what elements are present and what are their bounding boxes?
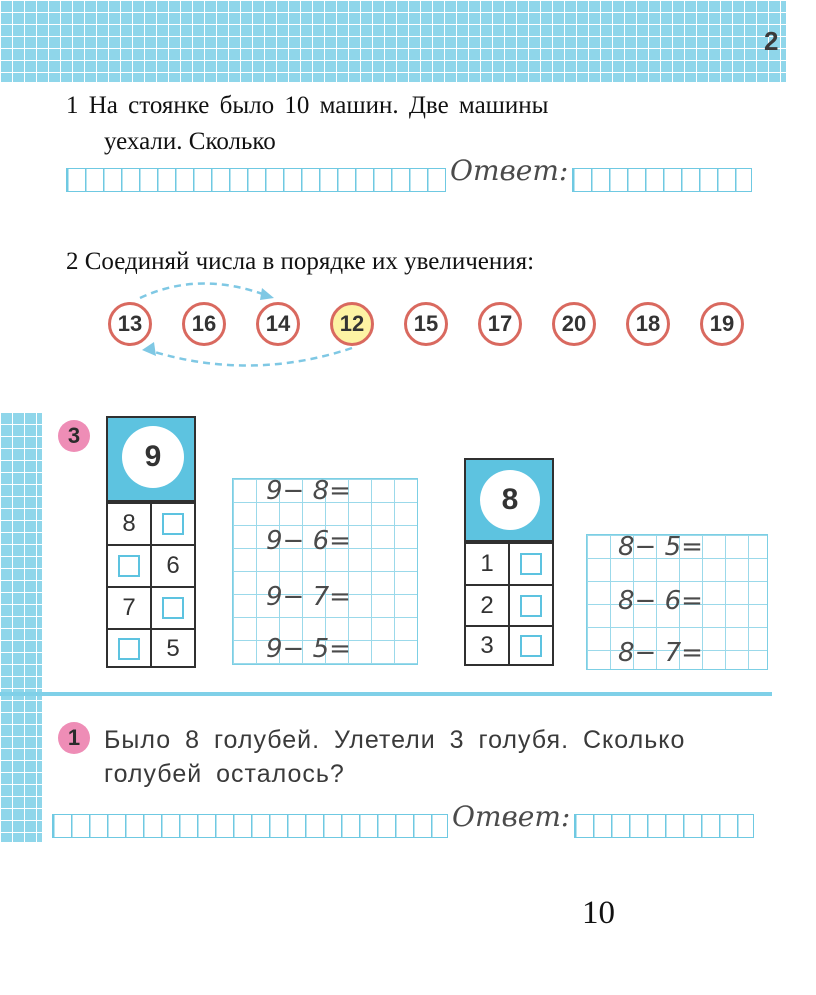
house-row [108, 586, 194, 628]
top-page-number: 2 [764, 26, 779, 56]
answer-box[interactable] [118, 638, 140, 660]
number-circle-highlighted[interactable]: 12 [330, 302, 374, 346]
number-circle[interactable]: 20 [552, 302, 596, 346]
equation: 9− 6= [266, 526, 351, 556]
house-answer-cell[interactable] [108, 630, 150, 668]
equation: 9− 7= [266, 582, 351, 612]
answer-box[interactable] [520, 635, 542, 657]
answer-cells-left[interactable] [52, 814, 448, 838]
section-badge-1: 1 [58, 722, 90, 754]
house-cell: 6 [150, 546, 194, 586]
house-cell: 7 [122, 594, 136, 621]
house-answer-cell[interactable] [108, 546, 150, 586]
equation: 8− 5= [618, 532, 703, 562]
house-answer-cell[interactable] [508, 544, 552, 584]
equation: 9− 5= [266, 634, 351, 664]
house-answer-cell[interactable] [150, 504, 194, 544]
section-divider [0, 692, 772, 696]
answer-cells-right[interactable] [574, 814, 754, 838]
house-row [108, 628, 194, 668]
task1-line1: 1 На стоянке было 10 машин. Две машины [66, 92, 549, 119]
answer-box[interactable] [520, 595, 542, 617]
task4-answer-row[interactable] [52, 800, 754, 838]
answer-label: Ответ: [452, 800, 571, 833]
bottom-page-number: 10 [582, 895, 615, 931]
house-answer-cell[interactable] [150, 588, 194, 628]
arrow-12-to-13 [148, 348, 352, 366]
house-row [108, 502, 194, 544]
answer-box[interactable] [520, 553, 542, 575]
house-row [466, 584, 552, 625]
house-roof-number: 8 [480, 470, 540, 530]
house-answer-cell[interactable] [508, 586, 552, 625]
house-cell: 5 [150, 630, 194, 668]
house-row [466, 542, 552, 584]
number-circle[interactable]: 17 [478, 302, 522, 346]
arrowhead-to-13 [142, 342, 156, 356]
house-row [108, 544, 194, 586]
house-roof [108, 418, 194, 502]
house-cell: 2 [480, 591, 494, 619]
answer-box[interactable] [118, 555, 140, 577]
answer-box[interactable] [162, 513, 184, 535]
section-badge-3: 3 [58, 420, 90, 452]
equation: 8− 7= [618, 638, 703, 668]
number-circle[interactable]: 19 [700, 302, 744, 346]
task1-line2: уехали. Сколько [104, 128, 276, 155]
task4-line2: голубей осталось? [104, 760, 345, 788]
house-cell: 3 [480, 631, 494, 659]
number-house-8 [464, 458, 554, 666]
equation: 8− 6= [618, 586, 703, 616]
arrow-13-to-14 [140, 283, 268, 298]
number-circle[interactable]: 16 [182, 302, 226, 346]
house-answer-cell[interactable] [508, 627, 552, 664]
number-circle[interactable]: 15 [404, 302, 448, 346]
number-circle[interactable]: 14 [256, 302, 300, 346]
house-roof [466, 460, 552, 542]
task4-line1: Было 8 голубей. Улетели 3 голубя. Сколько [104, 726, 686, 754]
task2-title: 2 Соединяй числа в порядке их увеличения: [66, 248, 535, 275]
house-row [466, 625, 552, 664]
number-house-9 [106, 416, 196, 668]
house-roof-number: 9 [122, 426, 184, 488]
number-circle[interactable]: 13 [108, 302, 152, 346]
house-cell: 8 [122, 510, 136, 537]
house-cell: 1 [480, 550, 494, 577]
arrowhead-to-14 [260, 288, 274, 300]
number-circle[interactable]: 18 [626, 302, 670, 346]
left-margin-grid [0, 412, 42, 842]
equation: 9− 8= [266, 476, 351, 506]
answer-box[interactable] [162, 597, 184, 619]
answer-label: Ответ: [450, 154, 569, 187]
